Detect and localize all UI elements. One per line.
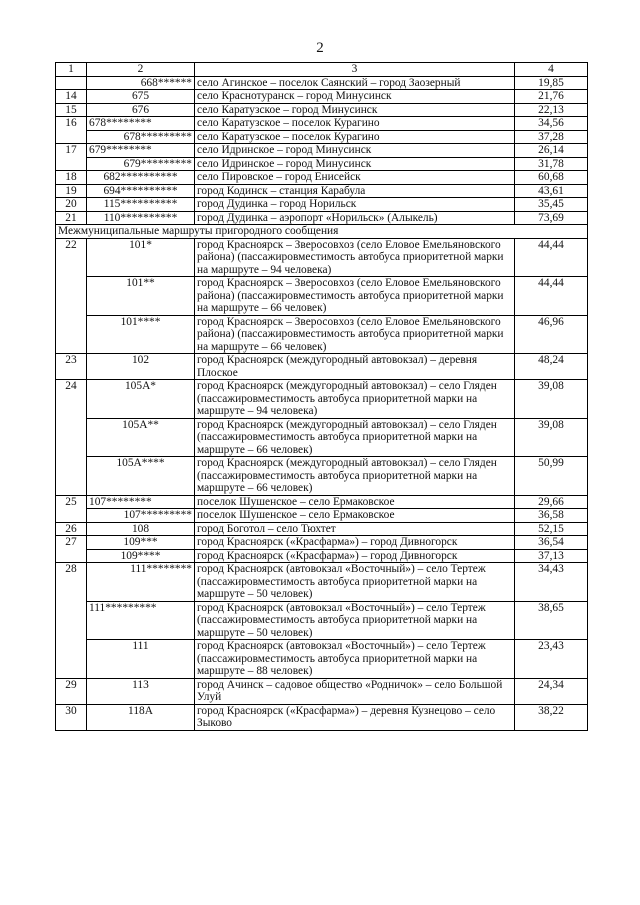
route-code-cell: 682**********	[87, 171, 195, 185]
route-code-cell: 101****	[87, 315, 195, 354]
route-number-cell: 30	[56, 704, 87, 730]
table-row	[56, 277, 588, 316]
table-row	[56, 198, 588, 212]
route-number-cell: 16	[56, 117, 87, 144]
header-col-3: 3	[195, 63, 515, 77]
route-distance-cell: 48,24	[515, 354, 588, 380]
route-number-cell: 27	[56, 536, 87, 563]
route-description-cell: село Каратузское – поселок Курагино	[195, 130, 515, 144]
route-code-cell: 679********	[87, 144, 195, 158]
route-distance-cell: 34,43	[515, 563, 588, 602]
route-code-cell: 101**	[87, 277, 195, 316]
route-description-cell: город Красноярск («Красфарма») – деревня Кузнецово – село Зыково	[195, 704, 515, 730]
table-row	[56, 536, 588, 550]
route-code-cell: 678*********	[87, 130, 195, 144]
page-number: 2	[316, 40, 324, 56]
route-distance-cell: 52,15	[515, 522, 588, 536]
table-row	[56, 522, 588, 536]
table-row	[56, 418, 588, 457]
route-distance-cell: 24,34	[515, 678, 588, 704]
table-row	[56, 495, 588, 509]
route-description-cell: город Красноярск – Зверосовхоз (село Еловое Емельяновского района) (пассажировместимость автобуса приоритетной марки на маршруте – 94 человека)	[195, 238, 515, 277]
route-distance-cell: 36,58	[515, 509, 588, 523]
route-distance-cell: 43,61	[515, 184, 588, 198]
route-distance-cell: 46,96	[515, 315, 588, 354]
route-distance-cell: 37,13	[515, 549, 588, 563]
table-row	[56, 563, 588, 602]
route-code-cell: 694**********	[87, 184, 195, 198]
table-header-row	[56, 63, 588, 77]
route-number-cell: 25	[56, 495, 87, 522]
table-row	[56, 601, 588, 640]
route-distance-cell: 26,14	[515, 144, 588, 158]
route-number-cell: 26	[56, 522, 87, 536]
header-col-1: 1	[56, 63, 87, 77]
route-code-cell: 676	[87, 103, 195, 117]
table-row	[56, 117, 588, 131]
route-code-cell: 105А*	[87, 380, 195, 419]
route-number-cell: 19	[56, 184, 87, 198]
table-row	[56, 640, 588, 679]
route-distance-cell: 31,78	[515, 157, 588, 171]
table-row	[56, 549, 588, 563]
route-description-cell: город Дудинка – аэропорт «Норильск» (Алыкель)	[195, 211, 515, 225]
route-distance-cell: 50,99	[515, 457, 588, 496]
table-row	[56, 184, 588, 198]
route-code-cell: 678********	[87, 117, 195, 131]
route-distance-cell: 60,68	[515, 171, 588, 185]
routes-table	[55, 62, 588, 731]
table-row	[56, 103, 588, 117]
route-code-cell: 668******	[87, 76, 195, 90]
route-description-cell: поселок Шушенское – село Ермаковское	[195, 509, 515, 523]
table-row	[56, 380, 588, 419]
route-description-cell: город Красноярск («Красфарма») – город Дивногорск	[195, 536, 515, 550]
route-description-cell: город Красноярск – Зверосовхоз (село Еловое Емельяновского района) (пассажировместимость автобуса приоритетной марки на маршруте – 66 человек)	[195, 315, 515, 354]
table-row	[56, 90, 588, 104]
route-code-cell: 118А	[87, 704, 195, 730]
route-number-cell: 24	[56, 380, 87, 496]
route-description-cell: село Пировское – город Енисейск	[195, 171, 515, 185]
route-code-cell: 107*********	[87, 509, 195, 523]
route-number-cell: 15	[56, 103, 87, 117]
route-description-cell: город Красноярск (междугородный автовокзал) – село Гляден (пассажировместимость автобуса приоритетной марки на маршруте – 94 человека)	[195, 380, 515, 419]
route-description-cell: село Каратузское – поселок Курагино	[195, 117, 515, 131]
route-code-cell: 675	[87, 90, 195, 104]
section-title: Межмуниципальные маршруты пригородного сообщения	[56, 225, 588, 239]
route-description-cell: город Кодинск – станция Карабула	[195, 184, 515, 198]
route-code-cell: 107********	[87, 495, 195, 509]
route-description-cell: село Идринское – город Минусинск	[195, 157, 515, 171]
route-distance-cell: 35,45	[515, 198, 588, 212]
route-number-cell: 29	[56, 678, 87, 704]
route-distance-cell: 38,65	[515, 601, 588, 640]
route-distance-cell: 37,28	[515, 130, 588, 144]
route-code-cell: 105А****	[87, 457, 195, 496]
route-description-cell: город Красноярск («Красфарма») – город Дивногорск	[195, 549, 515, 563]
header-col-2: 2	[87, 63, 195, 77]
route-number-cell: 14	[56, 90, 87, 104]
route-distance-cell: 21,76	[515, 90, 588, 104]
route-number-cell: 17	[56, 144, 87, 171]
route-code-cell: 111********	[87, 563, 195, 602]
table-row	[56, 171, 588, 185]
route-distance-cell: 36,54	[515, 536, 588, 550]
table-row	[56, 144, 588, 158]
route-distance-cell: 73,69	[515, 211, 588, 225]
route-code-cell: 111	[87, 640, 195, 679]
route-code-cell: 679*********	[87, 157, 195, 171]
route-description-cell: поселок Шушенское – село Ермаковское	[195, 495, 515, 509]
table-row	[56, 315, 588, 354]
route-description-cell: село Каратузское – город Минусинск	[195, 103, 515, 117]
route-number-cell: 28	[56, 563, 87, 679]
table-row	[56, 678, 588, 704]
table-row	[56, 457, 588, 496]
table-row	[56, 157, 588, 171]
route-number-cell	[56, 76, 87, 90]
route-description-cell: город Ачинск – садовое общество «Родничок» – село Большой Улуй	[195, 678, 515, 704]
route-description-cell: город Красноярск (автовокзал «Восточный») – село Тертеж (пассажировместимость автобуса приоритетной марки на маршруте – 50 человек)	[195, 601, 515, 640]
table-row	[56, 354, 588, 380]
route-code-cell: 111*********	[87, 601, 195, 640]
route-code-cell: 115**********	[87, 198, 195, 212]
table-row	[56, 130, 588, 144]
route-description-cell: город Красноярск (междугородный автовокзал) – деревня Плоское	[195, 354, 515, 380]
route-distance-cell: 19,85	[515, 76, 588, 90]
route-distance-cell: 44,44	[515, 277, 588, 316]
route-distance-cell: 23,43	[515, 640, 588, 679]
route-number-cell: 22	[56, 238, 87, 354]
route-description-cell: село Краснотуранск – город Минусинск	[195, 90, 515, 104]
route-code-cell: 101*	[87, 238, 195, 277]
route-description-cell: село Агинское – поселок Саянский – город Заозерный	[195, 76, 515, 90]
route-description-cell: город Красноярск (автовокзал «Восточный») – село Тертеж (пассажировместимость автобуса приоритетной марки на маршруте – 88 человек)	[195, 640, 515, 679]
route-number-cell: 20	[56, 198, 87, 212]
route-description-cell: село Идринское – город Минусинск	[195, 144, 515, 158]
route-code-cell: 109****	[87, 549, 195, 563]
route-code-cell: 113	[87, 678, 195, 704]
route-distance-cell: 44,44	[515, 238, 588, 277]
route-description-cell: город Дудинка – город Норильск	[195, 198, 515, 212]
route-distance-cell: 34,56	[515, 117, 588, 131]
route-number-cell: 18	[56, 171, 87, 185]
route-distance-cell: 39,08	[515, 418, 588, 457]
route-distance-cell: 38,22	[515, 704, 588, 730]
table-row	[56, 238, 588, 277]
route-code-cell: 105А**	[87, 418, 195, 457]
route-description-cell: город Красноярск – Зверосовхоз (село Еловое Емельяновского района) (пассажировместимость автобуса приоритетной марки на маршруте – 66 человек)	[195, 277, 515, 316]
route-code-cell: 110**********	[87, 211, 195, 225]
table-row	[56, 76, 588, 90]
table-row	[56, 704, 588, 730]
route-code-cell: 108	[87, 522, 195, 536]
route-code-cell: 102	[87, 354, 195, 380]
route-distance-cell: 29,66	[515, 495, 588, 509]
route-description-cell: город Боготол – село Тюхтет	[195, 522, 515, 536]
route-code-cell: 109***	[87, 536, 195, 550]
route-description-cell: город Красноярск (автовокзал «Восточный») – село Тертеж (пассажировместимость автобуса приоритетной марки на маршруте – 50 человек)	[195, 563, 515, 602]
route-number-cell: 21	[56, 211, 87, 225]
table-row	[56, 211, 588, 225]
section-header-row	[56, 225, 588, 239]
route-description-cell: город Красноярск (междугородный автовокзал) – село Гляден (пассажировместимость автобуса приоритетной марки на маршруте – 66 человек)	[195, 418, 515, 457]
route-distance-cell: 22,13	[515, 103, 588, 117]
header-col-4: 4	[515, 63, 588, 77]
route-number-cell: 23	[56, 354, 87, 380]
table-row	[56, 509, 588, 523]
route-distance-cell: 39,08	[515, 380, 588, 419]
route-description-cell: город Красноярск (междугородный автовокзал) – село Гляден (пассажировместимость автобуса приоритетной марки на маршруте – 66 человек)	[195, 457, 515, 496]
